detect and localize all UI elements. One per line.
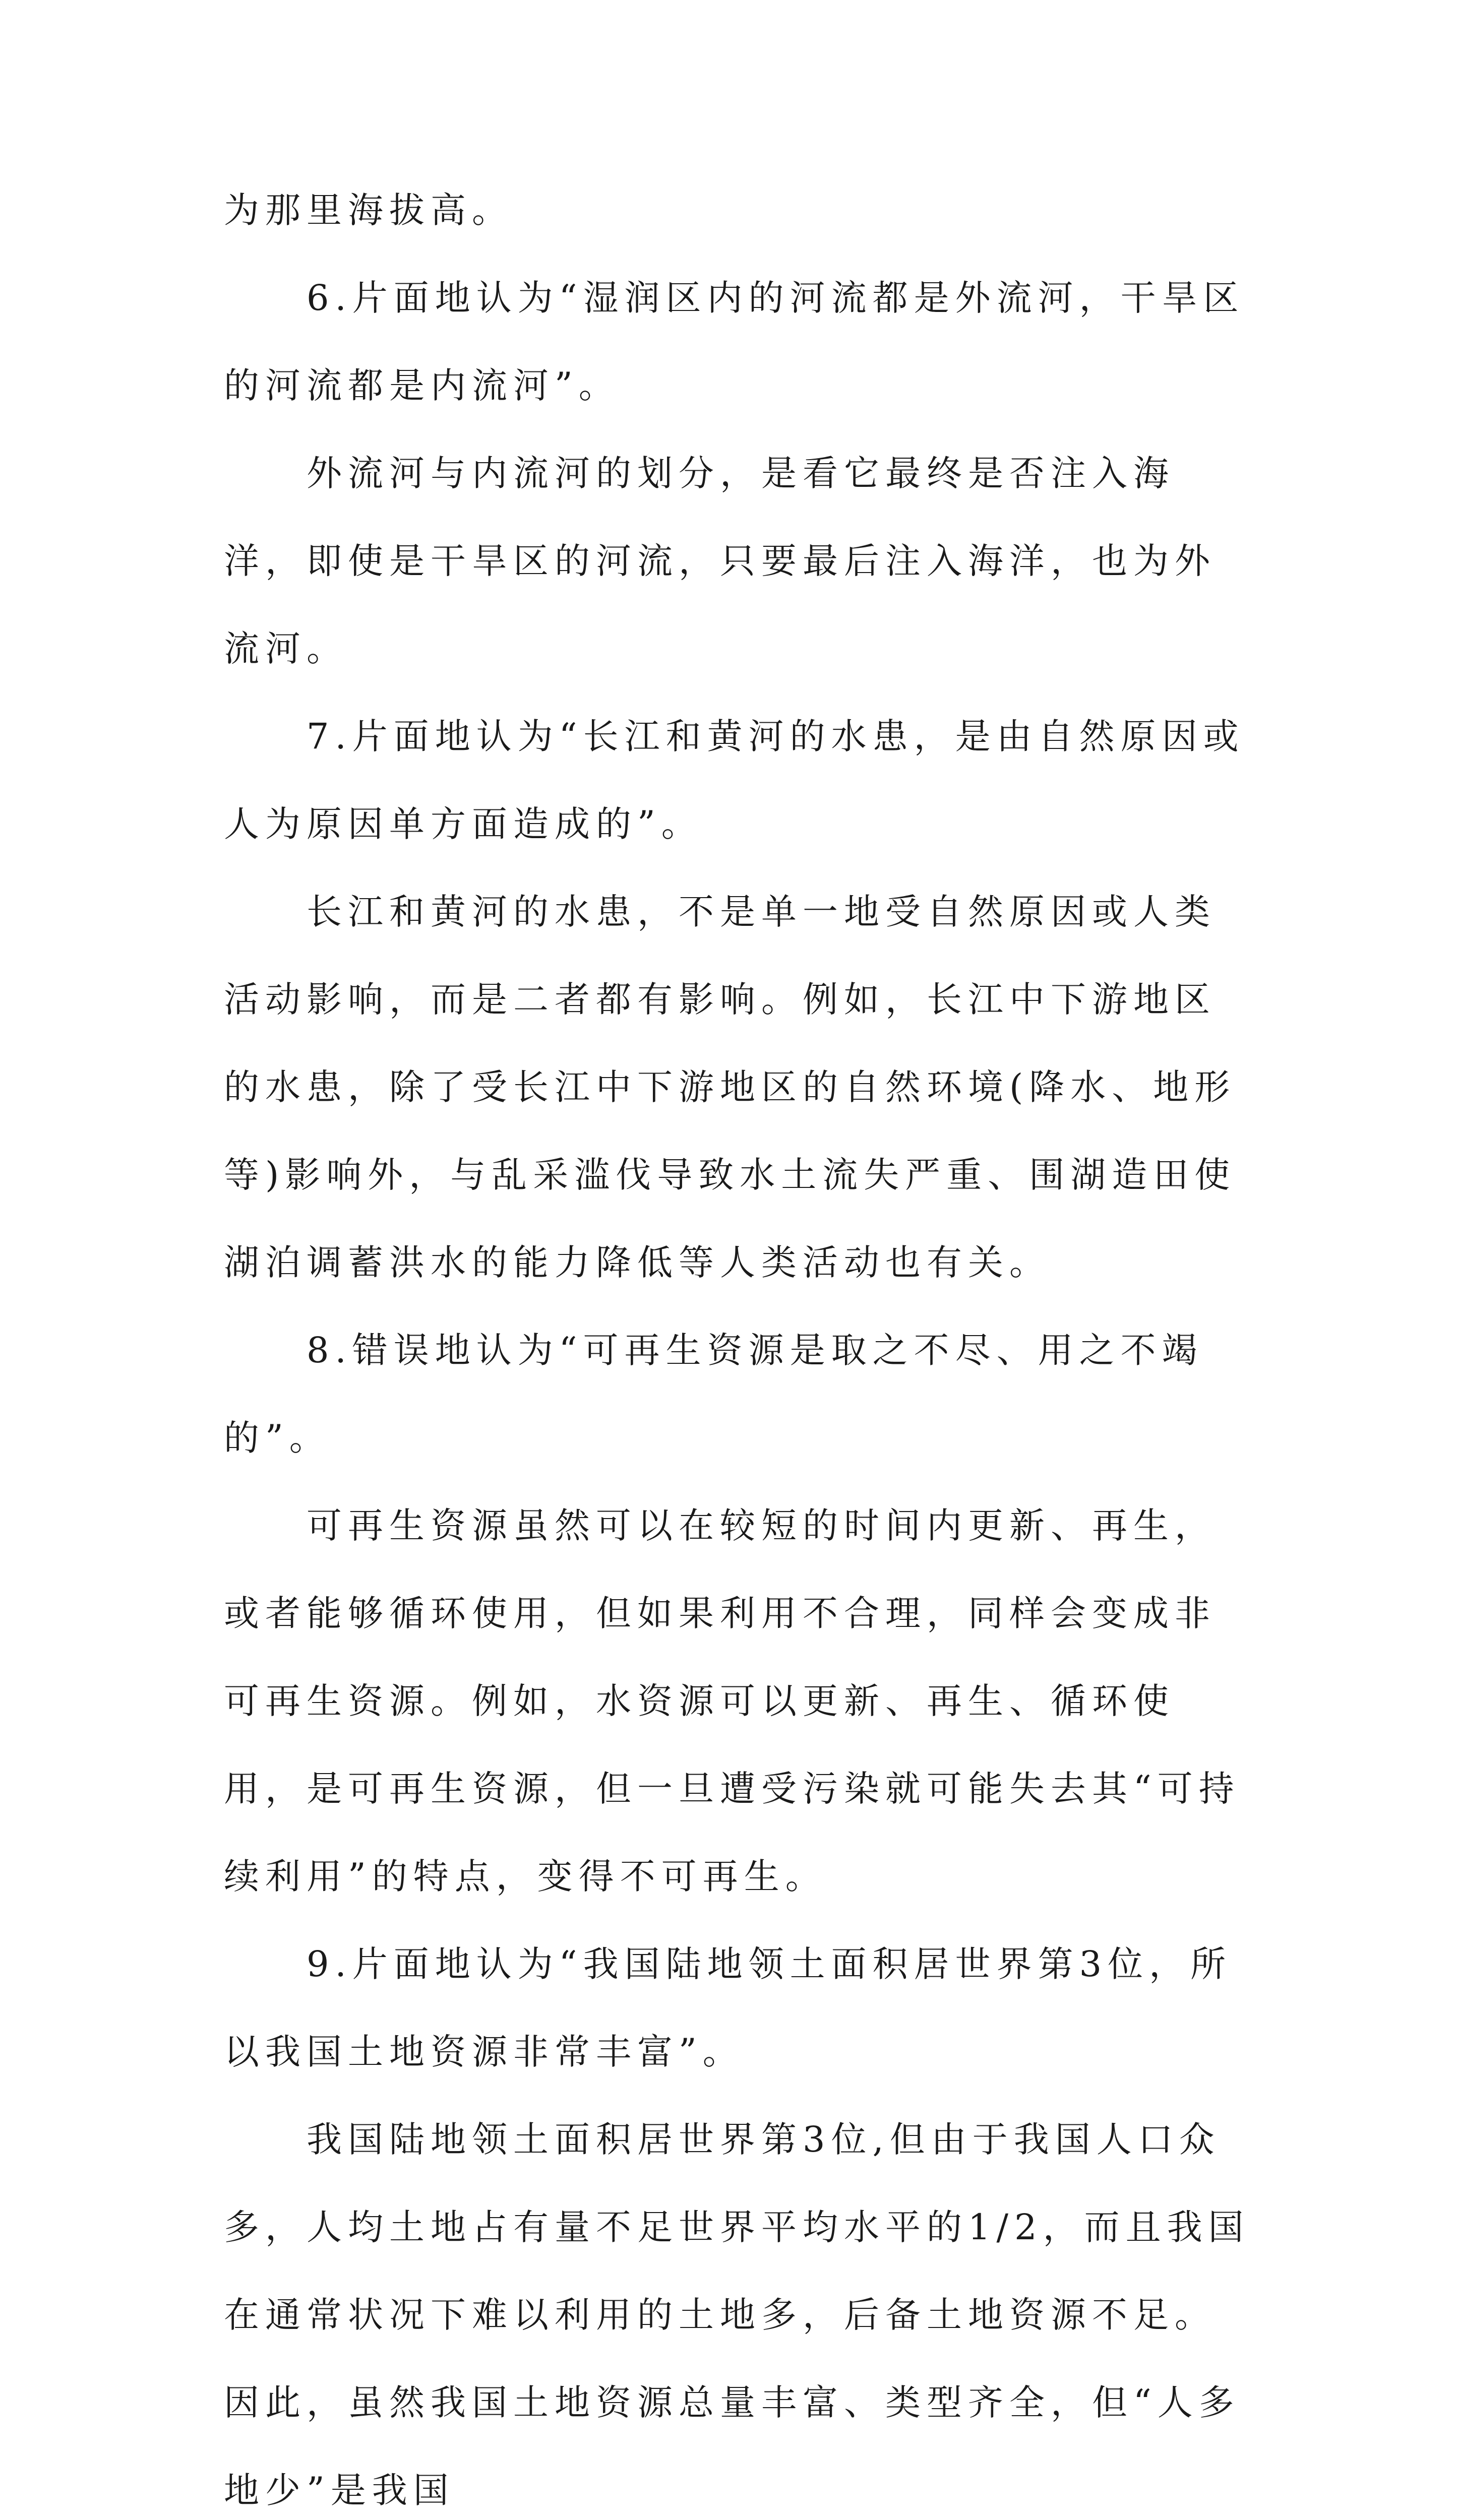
paragraph: 我国陆地领土面积居世界第3位,但由于我国人口众多，人均土地占有量不足世界平均水平的1/2，而且我国在通常状况下难以利用的土地多，后备土地资源不足。因此，虽然我国土地资源总量丰富、类型齐全，但“人多地少”是我国 (224, 2119, 1250, 2511)
paragraph: 6.片面地认为“湿润区内的河流都是外流河，干旱区的河流都是内流河”。 (224, 277, 1245, 406)
paragraph: 可再生资源虽然可以在较短的时间内更新、再生，或者能够循环使用，但如果利用不合理，同样会变成非可再生资源。例如，水资源可以更新、再生、循环使用，是可再生资源，但一旦遭受污染就可能失去其“可持续利用”的特点，变得不可再生。 (224, 1505, 1240, 1897)
paragraph: 外流河与内流河的划分，是看它最终是否注入海洋，即使是干旱区的河流，只要最后注入海洋，也为外流河。 (224, 453, 1216, 669)
paragraph: 9.片面地认为“我国陆地领土面积居世界第3位，所以我国土地资源非常丰富”。 (224, 1943, 1232, 2072)
paragraph: 7.片面地认为“长江和黄河的水患，是由自然原因或人为原因单方面造成的”。 (224, 716, 1245, 845)
paragraph: 为那里海拔高。 (224, 190, 513, 231)
body-text (224, 166, 1252, 2520)
paragraph: 8.错误地认为“可再生资源是取之不尽、用之不竭的”。 (224, 1330, 1203, 1459)
paragraph: 长江和黄河的水患，不是单一地受自然原因或人类活动影响，而是二者都有影响。例如，长江中下游地区的水患，除了受长江中下游地区的自然环境(降水、地形等)影响外，与乱采滥伐导致水土流失严重、围湖造田使湖泊调蓄洪水的能力降低等人类活动也有关。 (224, 891, 1236, 1283)
